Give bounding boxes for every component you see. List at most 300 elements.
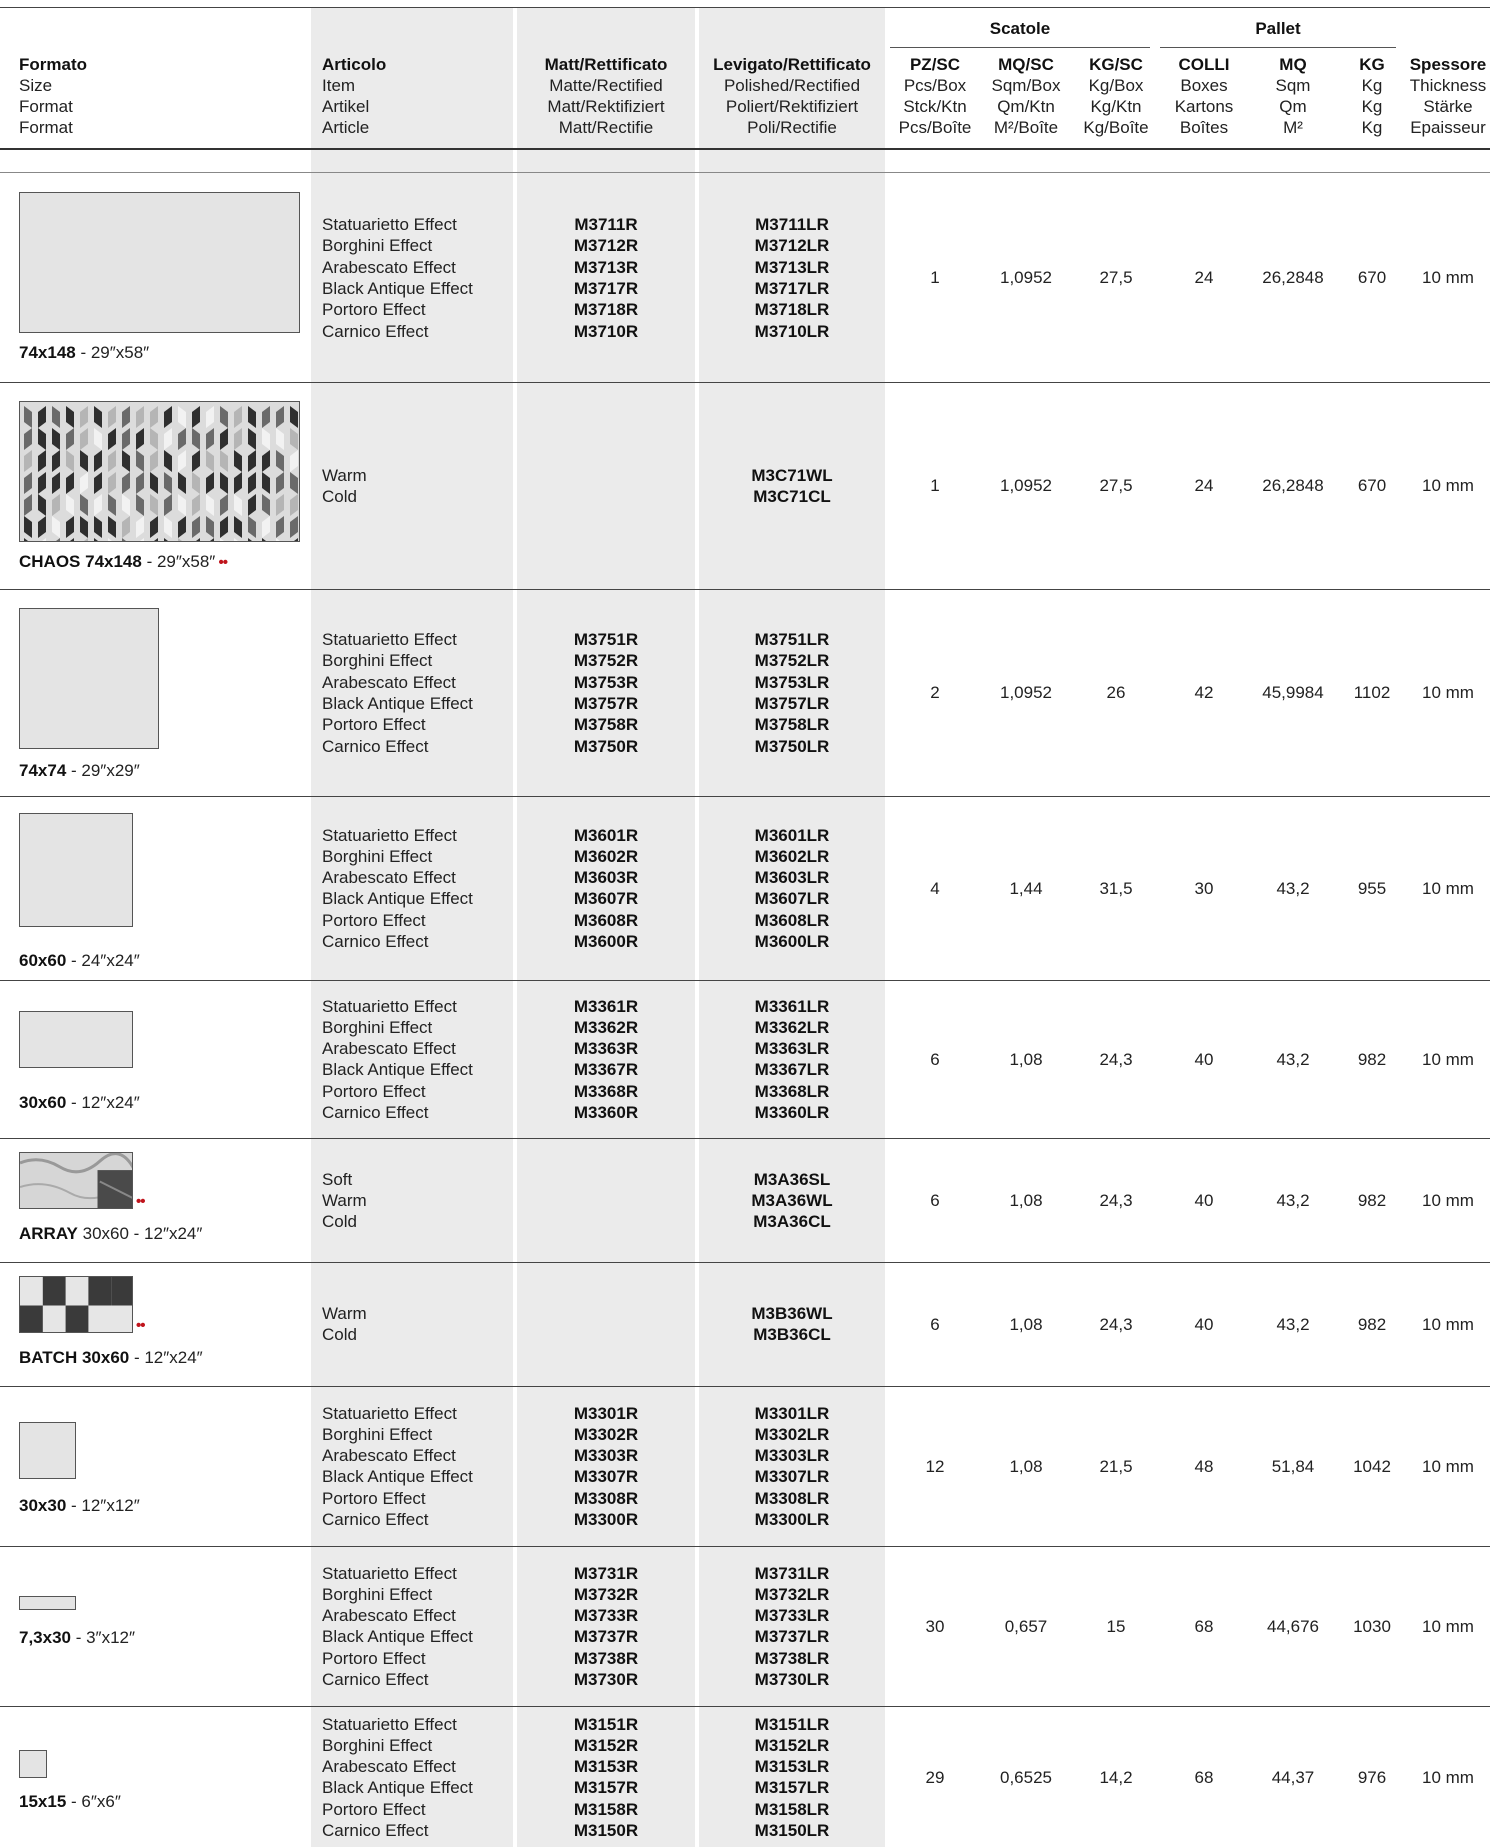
article-list-entry: Statuarietto Effect (322, 1563, 457, 1583)
matt-code-list (518, 214, 694, 342)
row-divider (0, 382, 1490, 383)
article-list (322, 1403, 510, 1531)
header-colli-line: COLLI (1178, 55, 1230, 74)
lev-code-list-entry: M3713LR (754, 257, 830, 277)
format-size-inches: - 3″x12″ (71, 1628, 136, 1647)
value-kgsc: 31,5 (1099, 878, 1133, 898)
header-kgsc-line: Kg/Box (1088, 76, 1144, 95)
value-colli: 40 (1194, 1190, 1214, 1210)
matt-code-list-entry: M3717R (573, 278, 639, 298)
article-list-entry: Arabescato Effect (322, 868, 456, 888)
lev-code-list-entry: M3C71CL (753, 486, 831, 506)
article-list-entry: Borghini Effect (322, 1017, 433, 1037)
article-list (322, 1563, 510, 1691)
article-list-entry: Statuarietto Effect (322, 825, 457, 845)
header-kgsc-line: Kg/Ktn (1090, 97, 1142, 116)
format-size: 30x30 (19, 1496, 67, 1515)
matt-code-list (518, 1714, 694, 1842)
header-mqp (1248, 54, 1338, 138)
format-size: 30x60 (19, 1093, 67, 1112)
article-list-entry: Statuarietto Effect (322, 215, 457, 235)
header-articolo-line: Article (322, 118, 370, 137)
header-rule (0, 148, 1490, 150)
matt-code-list-entry: M3710R (573, 321, 639, 341)
value-kgsc: 21,5 (1099, 1456, 1133, 1476)
article-list-entry: Warm (322, 1190, 367, 1210)
value-kgp: 982 (1357, 1190, 1387, 1210)
value-colli: 30 (1194, 878, 1214, 898)
lev-code-list-entry: M3608LR (754, 910, 830, 930)
row-divider (0, 1546, 1490, 1547)
matt-code-list-entry: M3367R (573, 1060, 639, 1080)
value-mq: 1,0952 (1000, 683, 1052, 702)
header-matt-line: Matt/Rettificato (544, 55, 668, 74)
value-sp: 10 mm (1422, 1616, 1474, 1636)
matt-code-list-entry: M3730R (573, 1670, 639, 1690)
matt-code-list-entry: M3150R (573, 1821, 639, 1841)
lev-code-list-entry: M3751LR (754, 630, 830, 650)
lev-code-list-entry: M3C71WL (751, 465, 833, 485)
format-size: 74x148 (19, 343, 76, 362)
value-mq: 1,08 (1009, 1049, 1043, 1069)
lev-code-list-entry: M3711LR (755, 215, 829, 235)
lev-code-list-entry: M3603LR (754, 868, 830, 888)
matt-code-list-entry: M3718R (573, 300, 639, 320)
matt-code-list (518, 825, 694, 953)
format-caption (19, 1496, 140, 1516)
format-caption (19, 1348, 203, 1368)
format-caption (19, 761, 140, 781)
lev-code-list-entry: M3A36SL (753, 1169, 831, 1189)
lev-code-list-entry: M3150LR (754, 1821, 830, 1841)
header-mq-line: MQ/SC (998, 55, 1054, 74)
value-pz: 29 (925, 1767, 945, 1787)
header-mqp-line: M² (1283, 118, 1303, 137)
matt-code-list-entry: M3732R (573, 1584, 639, 1604)
header-kgp-line: Kg (1361, 97, 1383, 116)
format-caption (19, 951, 140, 971)
article-list-entry: Portoro Effect (322, 300, 426, 320)
format-caption (19, 1792, 121, 1812)
header-pz (890, 54, 980, 138)
article-list-entry: Statuarietto Effect (322, 630, 457, 650)
format-swatch (19, 813, 133, 927)
lev-code-list-entry: M3360LR (754, 1103, 830, 1123)
value-kgsc: 14,2 (1099, 1767, 1133, 1787)
header-pz-line: Pcs/Box (903, 76, 967, 95)
lev-code-list-entry: M3367LR (754, 1060, 830, 1080)
header-spessore-line: Epaisseur (1410, 118, 1486, 137)
matt-code-list-entry: M3302R (573, 1424, 639, 1444)
header-formato-line: Format (19, 118, 73, 137)
matt-code-list-entry: M3363R (573, 1039, 639, 1059)
matt-code-list-entry: M3750R (573, 736, 639, 756)
matt-code-list-entry: M3151R (573, 1714, 639, 1734)
matt-code-list-entry: M3753R (573, 672, 639, 692)
header-mqp-line: Qm (1279, 97, 1307, 116)
value-colli: 48 (1194, 1456, 1214, 1476)
format-size: 15x15 (19, 1792, 67, 1811)
value-mqp: 43,2 (1276, 1190, 1310, 1210)
array-pattern-icon (20, 1153, 133, 1209)
value-mqp: 44,676 (1267, 1616, 1319, 1636)
header-spessore-line: Stärke (1423, 97, 1473, 116)
header-pz-line: Stck/Ktn (903, 97, 967, 116)
article-list-entry: Portoro Effect (322, 715, 426, 735)
article-list-entry: Borghini Effect (322, 651, 433, 671)
row-divider (0, 980, 1490, 981)
matt-code-list (518, 629, 694, 757)
matt-code-list-entry: M3758R (573, 715, 639, 735)
article-list-entry: Borghini Effect (322, 1424, 433, 1444)
article-list-entry: Black Antique Effect (322, 889, 473, 909)
article-list-entry: Carnico Effect (322, 1103, 429, 1123)
article-list-entry: Portoro Effect (322, 1799, 426, 1819)
lev-code-list-entry: M3717LR (754, 278, 830, 298)
value-sp: 10 mm (1422, 268, 1474, 287)
header-mq-line: Qm/Ktn (997, 97, 1055, 116)
article-list (322, 1169, 510, 1233)
header-formato (19, 54, 269, 138)
lev-code-list-entry: M3753LR (754, 672, 830, 692)
lev-code-list-entry: M3731LR (754, 1563, 830, 1583)
value-pz: 12 (925, 1456, 945, 1476)
format-swatch (19, 1422, 76, 1479)
lev-code-list-entry: M3712LR (754, 236, 830, 256)
header-kgp-line: Kg (1361, 118, 1383, 137)
value-colli: 68 (1194, 1616, 1214, 1636)
new-item-dots: •• (215, 554, 227, 571)
header-lev (700, 54, 884, 138)
article-list (322, 1714, 510, 1842)
matt-code-list-entry: M3361R (573, 996, 639, 1016)
article-list-entry: Black Antique Effect (322, 278, 473, 298)
value-kgsc: 27,5 (1099, 476, 1133, 495)
article-list-entry: Portoro Effect (322, 910, 426, 930)
value-sp: 10 mm (1422, 1314, 1474, 1334)
format-size-inches: - 6″x6″ (66, 1792, 121, 1811)
value-pz: 2 (930, 683, 940, 702)
article-list-entry: Carnico Effect (322, 1670, 429, 1690)
lev-code-list-entry: M3733LR (754, 1606, 830, 1626)
article-list-entry: Black Antique Effect (322, 1627, 473, 1647)
matt-code-list-entry: M3303R (573, 1446, 639, 1466)
article-list (322, 1303, 510, 1346)
lev-code-list-entry: M3A36CL (753, 1212, 831, 1232)
value-pz: 30 (925, 1616, 945, 1636)
header-matt-line: Matt/Rectifie (558, 118, 654, 137)
matt-code-list (518, 1403, 694, 1531)
lev-code-list-entry: M3757LR (754, 693, 830, 713)
value-kgp: 1042 (1353, 1456, 1391, 1476)
value-mqp: 43,2 (1276, 1314, 1310, 1334)
matt-code-list-entry: M3360R (573, 1103, 639, 1123)
row-divider (0, 1386, 1490, 1387)
value-colli: 68 (1194, 1767, 1214, 1787)
format-size: 60x60 (19, 951, 67, 970)
format-size-inches: - 12″x12″ (66, 1496, 140, 1515)
article-list-entry: Portoro Effect (322, 1488, 426, 1508)
matt-code-list-entry: M3153R (573, 1757, 639, 1777)
value-pz: 4 (930, 878, 940, 898)
lev-code-list-entry: M3368LR (754, 1081, 830, 1101)
row-divider (0, 589, 1490, 590)
article-list-entry: Cold (322, 486, 357, 506)
value-mq: 0,6525 (1000, 1767, 1052, 1787)
lev-code-list-entry: M3300LR (754, 1510, 830, 1530)
matt-code-list-entry: M3607R (573, 889, 639, 909)
format-swatch (19, 1750, 47, 1778)
matt-code-list-entry: M3157R (573, 1778, 639, 1798)
value-sp: 10 mm (1422, 1456, 1474, 1476)
value-kgp: 982 (1357, 1049, 1387, 1069)
format-caption (19, 552, 227, 572)
header-kgp-line: Kg (1361, 76, 1383, 95)
matt-code-list-entry: M3600R (573, 932, 639, 952)
article-list-entry: Black Antique Effect (322, 1467, 473, 1487)
header-kgsc-line: KG/SC (1089, 55, 1143, 74)
format-caption (19, 1093, 140, 1113)
format-caption (19, 1628, 135, 1648)
lev-code-list-entry: M3758LR (754, 715, 830, 735)
lev-code-list (700, 996, 884, 1124)
matt-code-list-entry: M3601R (573, 825, 639, 845)
matt-code-list-entry: M3712R (573, 236, 639, 256)
format-size-inches: - 24″x24″ (66, 951, 140, 970)
value-pz: 1 (930, 268, 940, 287)
value-sp: 10 mm (1422, 878, 1474, 898)
format-swatch (19, 1011, 133, 1068)
matt-code-list-entry: M3737R (573, 1627, 639, 1647)
article-list-entry: Arabescato Effect (322, 1039, 456, 1059)
header-kgp-line: KG (1359, 55, 1385, 74)
format-swatch (19, 1276, 133, 1333)
article-list-entry: Portoro Effect (322, 1081, 426, 1101)
format-size: CHAOS 74x148 (19, 552, 142, 571)
group-pallet-rule (1160, 47, 1396, 48)
value-mqp: 26,2848 (1262, 476, 1324, 495)
article-list-entry: Arabescato Effect (322, 672, 456, 692)
matt-code-list-entry: M3608R (573, 910, 639, 930)
header-formato-line: Formato (19, 55, 87, 74)
lev-code-list-entry: M3307LR (754, 1467, 830, 1487)
header-colli-line: Boîtes (1179, 118, 1229, 137)
header-formato-line: Format (19, 97, 73, 116)
lev-code-list (700, 214, 884, 342)
value-pz: 6 (930, 1049, 940, 1069)
value-colli: 40 (1194, 1049, 1214, 1069)
value-mqp: 26,2848 (1262, 268, 1324, 287)
row-divider (0, 1138, 1490, 1139)
lev-code-list-entry: M3158LR (754, 1799, 830, 1819)
format-size-inches: - 29″x58″ (75, 343, 150, 362)
matt-code-list-entry: M3307R (573, 1467, 639, 1487)
group-scatole: Scatole (989, 19, 1051, 38)
lev-code-list-entry: M3718LR (754, 300, 830, 320)
format-size: 7,3x30 (19, 1628, 71, 1647)
article-list-entry: Soft (322, 1169, 353, 1189)
new-item-dots: •• (136, 1193, 145, 1210)
header-pz-line: PZ/SC (909, 55, 961, 74)
lev-code-list-entry: M3600LR (754, 932, 830, 952)
article-list-entry: Black Antique Effect (322, 1060, 473, 1080)
article-list (322, 214, 510, 342)
row-divider (0, 796, 1490, 797)
value-colli: 24 (1194, 476, 1214, 495)
article-list-entry: Borghini Effect (322, 1584, 433, 1604)
article-list-entry: Carnico Effect (322, 1510, 429, 1530)
article-list-entry: Black Antique Effect (322, 1778, 473, 1798)
value-mqp: 44,37 (1271, 1767, 1315, 1787)
matt-code-list (518, 1563, 694, 1691)
header-articolo-line: Articolo (322, 55, 387, 74)
matt-code-list-entry: M3733R (573, 1606, 639, 1626)
lev-code-list (700, 1714, 884, 1842)
lev-code-list (700, 1563, 884, 1691)
lev-code-list-entry: M3361LR (754, 996, 830, 1016)
lev-code-list-entry: M3152LR (754, 1735, 830, 1755)
header-spessore-line: Spessore (1409, 55, 1487, 74)
header-lev-line: Poliert/Rektifiziert (725, 97, 859, 116)
matt-code-list-entry: M3308R (573, 1488, 639, 1508)
matt-code-list-entry: M3301R (573, 1403, 639, 1423)
header-articolo-line: Artikel (322, 97, 370, 116)
value-kgp: 976 (1357, 1767, 1387, 1787)
header-colli-line: Boxes (1180, 76, 1228, 95)
value-colli: 24 (1194, 268, 1214, 287)
lev-code-list-entry: M3302LR (754, 1424, 830, 1444)
value-kgsc: 24,3 (1099, 1314, 1133, 1334)
value-sp: 10 mm (1422, 1190, 1474, 1210)
lev-code-list (700, 629, 884, 757)
lev-code-list-entry: M3157LR (754, 1778, 830, 1798)
batch-pattern-icon (20, 1277, 133, 1333)
article-list-entry: Statuarietto Effect (322, 1403, 457, 1423)
value-mq: 1,08 (1009, 1314, 1043, 1334)
value-mq: 1,0952 (1000, 268, 1052, 287)
lev-code-list (700, 1303, 884, 1346)
format-size-inches: 30x60 - 12″x24″ (77, 1224, 203, 1243)
header-lev-line: Levigato/Rettificato (713, 55, 871, 74)
article-list-entry: Carnico Effect (322, 321, 429, 341)
article-list (322, 629, 510, 757)
value-kgsc: 26 (1106, 683, 1126, 702)
lev-code-list-entry: M3732LR (754, 1584, 830, 1604)
matt-code-list-entry: M3368R (573, 1081, 639, 1101)
matt-code-list-entry: M3757R (573, 693, 639, 713)
lev-code-list-entry: M3B36CL (753, 1325, 831, 1345)
article-list-entry: Arabescato Effect (322, 1606, 456, 1626)
header-formato-line: Size (19, 76, 53, 95)
format-size: 74x74 (19, 761, 67, 780)
lev-code-list-entry: M3A36WL (751, 1190, 833, 1210)
header-matt-line: Matte/Rectified (549, 76, 663, 95)
article-list-entry: Portoro Effect (322, 1648, 426, 1668)
row-divider (0, 1706, 1490, 1707)
value-sp: 10 mm (1422, 1767, 1474, 1787)
header-mq-line: M²/Boîte (993, 118, 1059, 137)
value-kgsc: 24,3 (1099, 1190, 1133, 1210)
lev-code-list-entry: M3607LR (754, 889, 830, 909)
header-mqp-line: Sqm (1275, 76, 1311, 95)
value-kgp: 670 (1357, 268, 1387, 287)
value-sp: 10 mm (1422, 1049, 1474, 1069)
matt-code-list-entry: M3711R (574, 215, 638, 235)
format-size-inches: - 29″x29″ (66, 761, 140, 780)
value-mqp: 43,2 (1276, 1049, 1310, 1069)
value-kgsc: 15 (1106, 1616, 1126, 1636)
header-spessore-line: Thickness (1409, 76, 1487, 95)
lev-code-list (700, 1403, 884, 1531)
value-sp: 10 mm (1422, 476, 1474, 495)
article-list-entry: Borghini Effect (322, 846, 433, 866)
value-kgp: 955 (1357, 878, 1387, 898)
value-kgp: 982 (1357, 1314, 1387, 1334)
value-kgp: 670 (1357, 476, 1387, 495)
matt-code-list-entry: M3152R (573, 1735, 639, 1755)
article-list-entry: Cold (322, 1212, 357, 1232)
header-colli-line: Kartons (1174, 97, 1234, 116)
header-rule-2 (0, 172, 1490, 173)
lev-code-list-entry: M3308LR (754, 1488, 830, 1508)
lev-code-list-entry: M3730LR (754, 1670, 830, 1690)
article-list (322, 465, 510, 508)
lev-code-list-entry: M3151LR (754, 1714, 830, 1734)
format-swatch (19, 192, 300, 333)
article-list-entry: Warm (322, 1304, 367, 1324)
article-list-entry: Carnico Effect (322, 1821, 429, 1841)
value-sp: 10 mm (1422, 683, 1474, 702)
header-kgp (1338, 54, 1406, 138)
value-colli: 42 (1194, 683, 1214, 702)
group-pallet: Pallet (1255, 19, 1301, 38)
header-matt-line: Matt/Rektifiziert (547, 97, 665, 116)
header-mq-line: Sqm/Box (991, 76, 1061, 95)
article-list-entry: Black Antique Effect (322, 693, 473, 713)
format-size: ARRAY (19, 1224, 78, 1243)
lev-code-list (700, 465, 884, 508)
value-colli: 40 (1194, 1314, 1214, 1334)
value-mqp: 45,9984 (1262, 683, 1324, 702)
header-mqp-line: MQ (1279, 55, 1307, 74)
article-list (322, 825, 510, 953)
format-swatch (19, 1152, 133, 1209)
lev-code-list-entry: M3303LR (754, 1446, 830, 1466)
lev-code-list-entry: M3710LR (754, 321, 830, 341)
format-swatch (19, 608, 159, 749)
value-mq: 1,0952 (1000, 476, 1052, 495)
value-kgp: 1102 (1353, 683, 1391, 702)
value-mqp: 51,84 (1271, 1456, 1315, 1476)
format-swatch (19, 401, 300, 542)
article-list-entry: Arabescato Effect (322, 257, 456, 277)
article-list-entry: Borghini Effect (322, 236, 433, 256)
format-size-inches: - 12″x24″ (129, 1348, 203, 1367)
lev-code-list-entry: M3B36WL (751, 1304, 833, 1324)
format-size-inches: - 29″x58″ (141, 552, 216, 571)
chaos-pattern-icon (20, 402, 300, 542)
matt-code-list-entry: M3751R (573, 630, 639, 650)
article-list-entry: Cold (322, 1325, 357, 1345)
matt-code-list-entry: M3602R (573, 846, 639, 866)
value-kgp: 1030 (1353, 1616, 1391, 1636)
value-pz: 6 (930, 1190, 940, 1210)
article-list (322, 996, 510, 1124)
article-list-entry: Carnico Effect (322, 736, 429, 756)
value-mq: 1,08 (1009, 1456, 1043, 1476)
row-divider (0, 1262, 1490, 1263)
value-pz: 6 (930, 1314, 940, 1334)
